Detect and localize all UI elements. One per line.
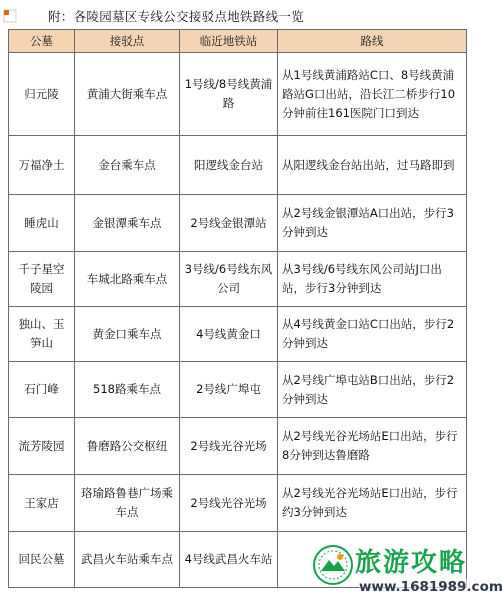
cell-pickup-point: 车城北路乘车点 (75, 252, 180, 307)
cell-route: 从2号线广埠屯站B口出站，步行2分钟到达 (278, 362, 467, 418)
cell-route: 从3号线/6号线东风公司站J口出站，步行3分钟到达 (278, 252, 467, 307)
table-row (9, 53, 467, 136)
cell-metro-station: 4号线黄金口 (180, 307, 278, 362)
cell-cemetery: 王家店 (9, 475, 75, 532)
badge-circle-icon (312, 544, 354, 586)
watermark-brand: 旅游攻略 (355, 548, 468, 578)
cell-metro-station: 2号线金银潭站 (180, 195, 278, 252)
table-row (9, 136, 467, 195)
cell-metro-station: 2号线广埠屯 (180, 362, 278, 418)
cell-metro-station: 1号线/8号线黄浦路 (180, 53, 278, 136)
table-row (9, 475, 467, 532)
table-row (9, 195, 467, 252)
cell-route: 从1号线黄浦路站C口、8号线黄浦路站G口出站，沿长江二桥步行10分钟前往161医院门口到达 (278, 53, 467, 136)
cell-metro-station: 2号线光谷光场 (180, 418, 278, 475)
cell-cemetery: 万福净土 (9, 136, 75, 195)
cell-cemetery: 归元陵 (9, 53, 75, 136)
cell-pickup-point: 鲁磨路公交枢纽 (75, 418, 180, 475)
table-row (9, 307, 467, 362)
table-row (9, 362, 467, 418)
cell-metro-station: 阳逻线金台站 (180, 136, 278, 195)
table-header-row (9, 30, 467, 53)
cell-pickup-point: 518路乘车点 (75, 362, 180, 418)
cell-pickup-point: 黄金口乘车点 (75, 307, 180, 362)
site-watermark (312, 542, 503, 609)
cell-cemetery: 流芳陵园 (9, 418, 75, 475)
cell-route: 从阳逻线金台站出站，过马路即到 (278, 136, 467, 195)
cell-route: 从4号线黄金口站C口出站，步行2分钟到达 (278, 307, 467, 362)
cell-pickup-point: 金银潭乘车点 (75, 195, 180, 252)
cell-pickup-point: 武昌火车站乘车点 (75, 532, 180, 588)
cell-cemetery: 睡虎山 (9, 195, 75, 252)
cell-cemetery: 独山、玉笋山 (9, 307, 75, 362)
cell-route: 从2号线光谷光场站E口出站，步行8分钟到达鲁磨路 (278, 418, 467, 475)
watermark-url[interactable]: www.1681989.com (359, 579, 503, 595)
corner-logo-icon (3, 9, 17, 23)
cell-cemetery: 回民公墓 (9, 532, 75, 588)
table-row (9, 252, 467, 307)
route-table (8, 29, 467, 588)
header-metro-station: 临近地铁站 (180, 30, 278, 53)
header-pickup-point: 接驳点 (75, 30, 180, 53)
cell-pickup-point: 珞瑜路鲁巷广场乘车点 (75, 475, 180, 532)
cell-metro-station: 4号线武昌火车站 (180, 532, 278, 588)
header-route: 路线 (278, 30, 467, 53)
cell-cemetery: 千子星空陵园 (9, 252, 75, 307)
cell-route: 从2号线光谷光场站E口出站，步行约3分钟到达 (278, 475, 467, 532)
cell-route: 从2号线金银潭站A口出站，步行3分钟到达 (278, 195, 467, 252)
header-cemetery: 公墓 (9, 30, 75, 53)
cell-cemetery: 石门峰 (9, 362, 75, 418)
cell-pickup-point: 黄浦大街乘车点 (75, 53, 180, 136)
cell-pickup-point: 金台乘车点 (75, 136, 180, 195)
table-row (9, 418, 467, 475)
cell-metro-station: 3号线/6号线东风公司 (180, 252, 278, 307)
cell-metro-station: 2号线光谷光场 (180, 475, 278, 532)
document-title: 附：各陵园墓区专线公交接驳点地铁路线一览 (48, 9, 305, 24)
